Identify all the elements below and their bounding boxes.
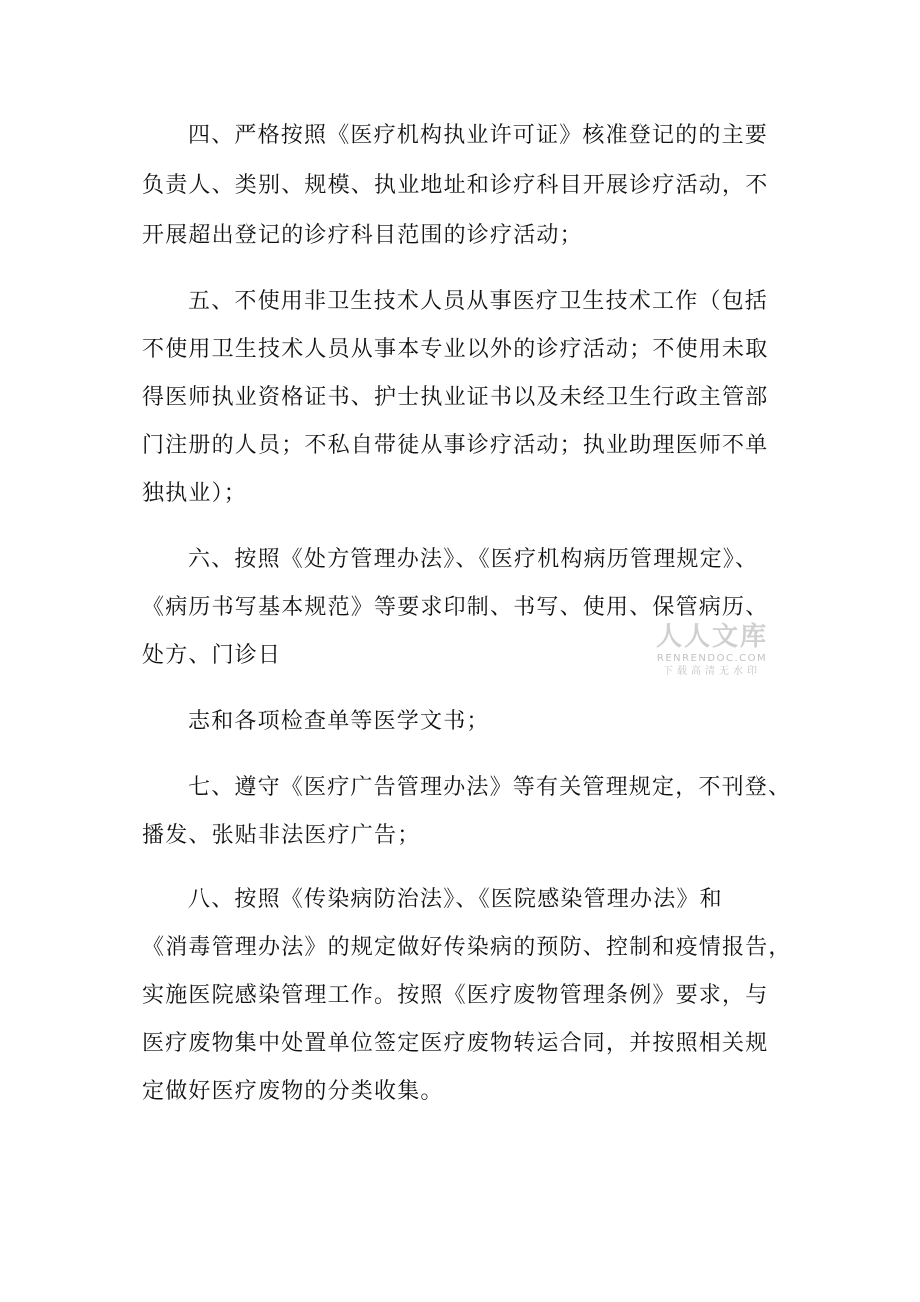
watermark — [650, 622, 774, 678]
paragraph-6-continuation: 志和各项检查单等医学文书； — [188, 709, 490, 734]
paragraph-5-line-5: 独执业）； — [142, 481, 248, 506]
paragraph-4-line-1: 四、严格按照《医疗机构执业许可证》核准登记的的主要 — [188, 123, 769, 148]
watermark-brand: 人人文库 — [655, 622, 768, 652]
paragraph-4-line-2: 负责人、类别、规模、执业地址和诊疗科目开展诊疗活动，不 — [142, 173, 769, 198]
paragraph-8-line-4: 医疗废物集中处置单位签定医疗废物转运合同，并按照相关规 — [142, 1031, 769, 1056]
paragraph-5-line-2: 不使用卫生技术人员从事本专业以外的诊疗活动；不使用未取 — [142, 337, 769, 362]
paragraph-6-line-2: 《病历书写基本规范》等要求印制、书写、使用、保管病历、 — [142, 595, 769, 620]
paragraph-5-line-3: 得医师执业资格证书、护士执业证书以及未经卫生行政主管部 — [142, 385, 769, 410]
paragraph-8-line-5: 定做好医疗废物的分类收集。 — [142, 1079, 444, 1104]
paragraph-6-line-1: 六、按照《处方管理办法》、《医疗机构病历管理规定》、 — [188, 547, 759, 572]
paragraph-5-line-4: 门注册的人员；不私自带徒从事诊疗活动；执业助理医师不单 — [142, 433, 769, 458]
paragraph-8-line-1: 八、按照《传染病防治法》、《医院感染管理办法》和 — [188, 887, 723, 912]
paragraph-8-line-2: 《消毒管理办法》的规定做好传染病的预防、控制和疫情报告， — [142, 935, 792, 960]
watermark-slogan: 下载高清无水印 — [663, 666, 761, 677]
paragraph-4-line-3: 开展超出登记的诊疗科目范围的诊疗活动； — [142, 223, 583, 248]
paragraph-6-line-3: 处方、门诊日 — [142, 643, 282, 668]
paragraph-5-line-1: 五、不使用非卫生技术人员从事医疗卫生技术工作（包括 — [188, 289, 769, 314]
paragraph-7-line-2: 播发、张贴非法医疗广告； — [142, 823, 421, 848]
paragraph-7-line-1: 七、遵守《医疗广告管理办法》等有关管理规定，不刊登、 — [188, 775, 792, 800]
paragraph-8-line-3: 实施医院感染管理工作。按照《医疗废物管理条例》要求，与 — [142, 983, 769, 1008]
watermark-domain: RENRENDOC.COM — [656, 653, 768, 664]
